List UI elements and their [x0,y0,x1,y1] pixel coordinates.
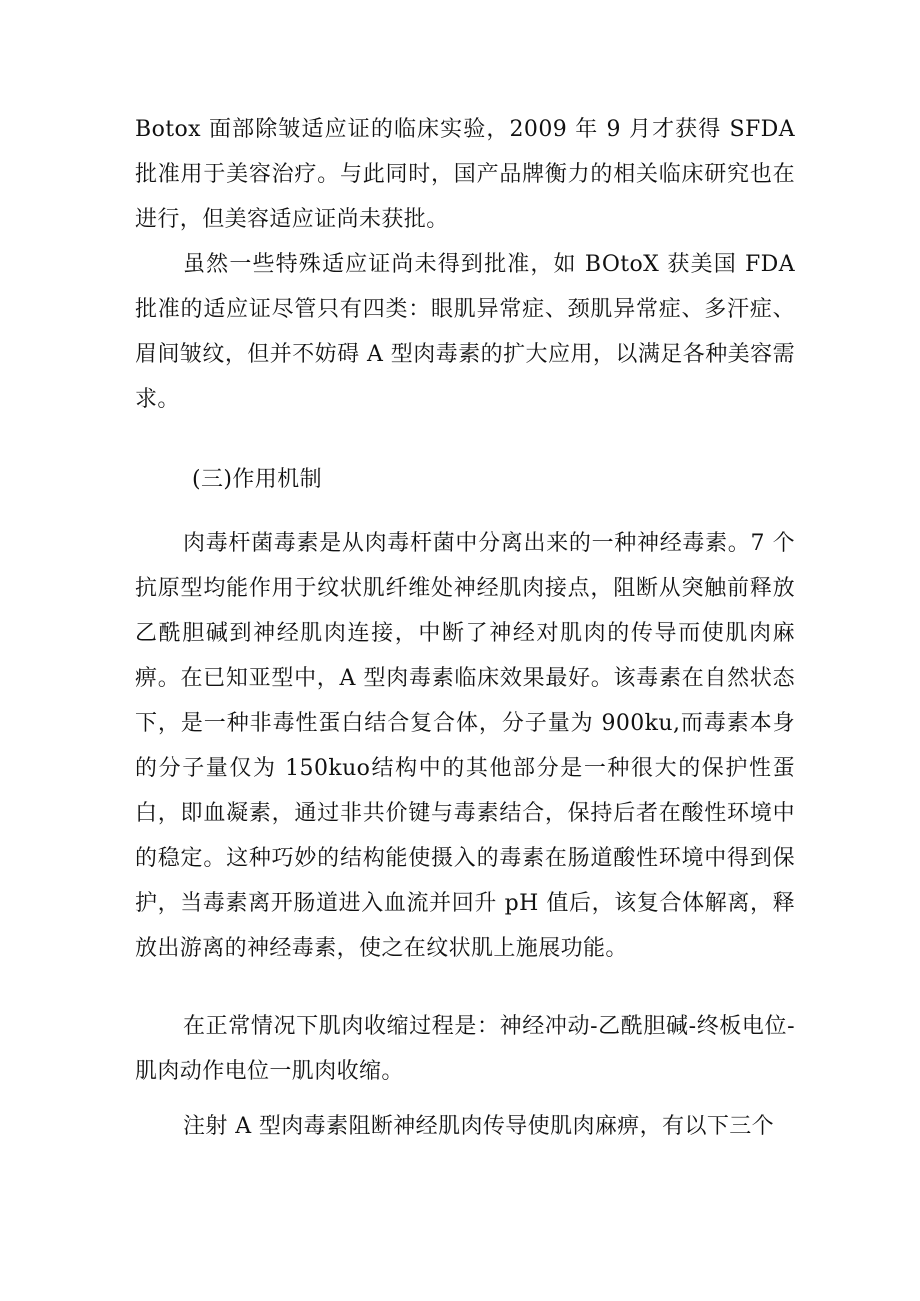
section-heading-mechanism: (三)作用机制 [192,467,322,492]
paragraph-toxin-mechanism: 肉毒杆菌毒素是从肉毒杆菌中分离出来的一种神经毒素。7 个抗原型均能作用于纹状肌纤维处神经肌肉接点，阻断从突触前释放乙酰胆碱到神经肌肉连接，中断了神经对肌肉的传导而使肌肉麻痹。在已知亚型中，A 型肉毒素临床效果最好。该毒素在自然状态下，是一种非毒性蛋白结合复合体，分子量为 900ku,而毒素本身的分子量仅为 150kuo结构中的其他部分是一种很大的保护性蛋白，即血凝素，通过非共价键与毒素结合，保持后者在酸性环境中的稳定。这种巧妙的结构能使摄入的毒素在肠道酸性环境中得到保护，当毒素离开肠道进入血流并回升 pH 值后，该复合体解离，释放出游离的神经毒素，使之在纹状肌上施展功能。 [135,531,795,961]
paragraph-botox-approval: Botox 面部除皱适应证的临床实验，2009 年 9 月才获得 SFDA 批准用于美容治疗。与此同时，国产品牌衡力的相关临床研究也在进行，但美容适应证尚未获批。 [135,117,795,232]
paragraph-muscle-contraction: 在正常情况下肌肉收缩过程是：神经冲动-乙酰胆碱-终板电位-肌肉动作电位一肌肉收缩。 [135,1014,795,1084]
paragraph-injection-effects: 注射 A 型肉毒素阻断神经肌肉传导使肌肉麻痹，有以下三个 [183,1114,775,1139]
paragraph-indications: 虽然一些特殊适应证尚未得到批准，如 BOtoX 获美国 FDA 批准的适应证尽管只有四类：眼肌异常症、颈肌异常症、多汗症、眉间皱纹，但并不妨碍 A 型肉毒素的扩大应用，以满足各种美容需求。 [135,252,795,412]
